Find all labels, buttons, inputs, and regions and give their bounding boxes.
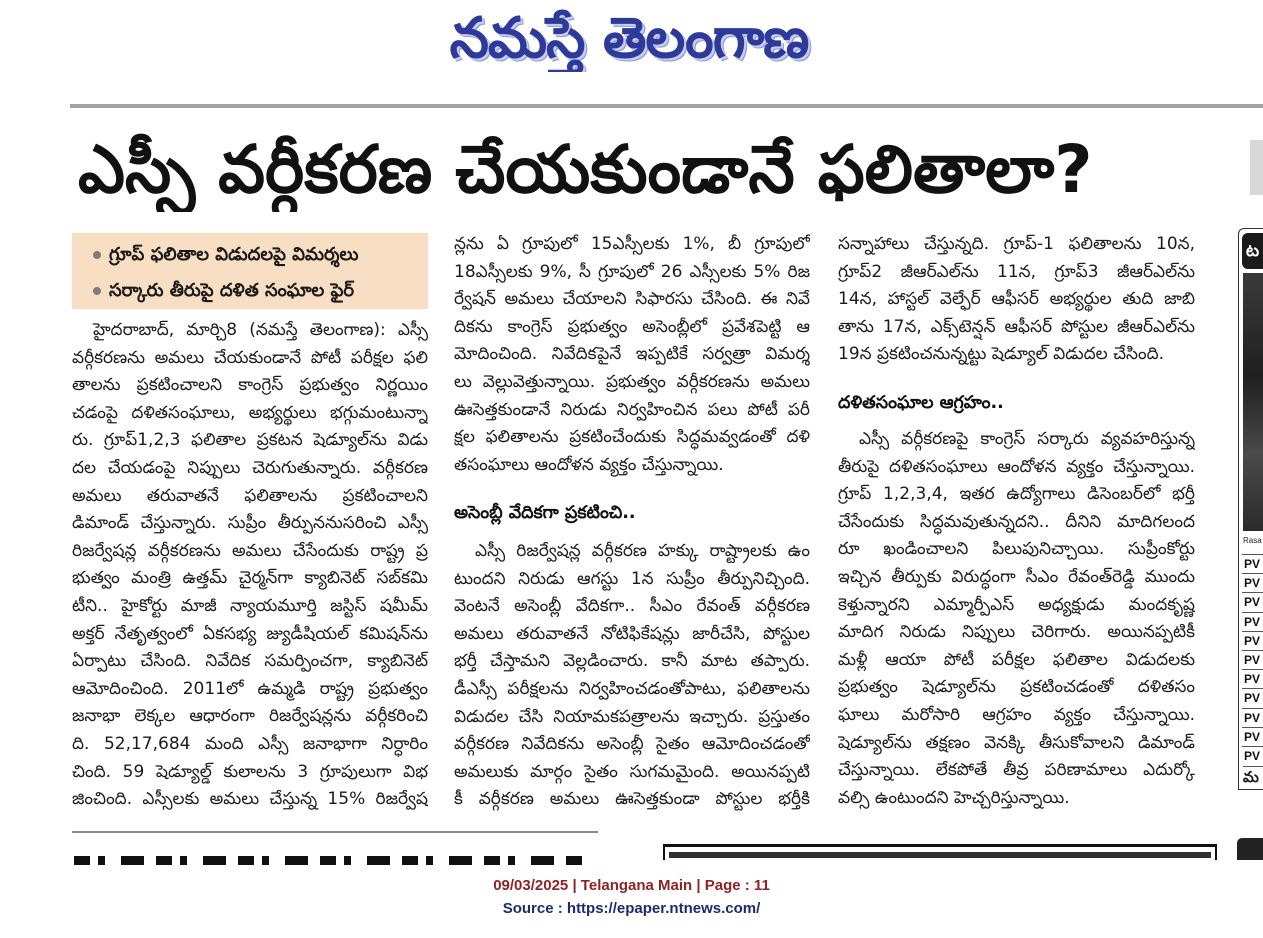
adjacent-footer-glyph: మ — [1243, 766, 1263, 787]
article-line: 19న ప్రకటించనున్నట్టు షెడ్యూల్ విడుదల చేసింది. — [838, 344, 1164, 365]
article-headline: ఎస్సీ వర్గీకరణ చేయకుండానే ఫలితాలా? — [78, 131, 1093, 208]
article-line: టీని.. హైకోర్టు మాజీ న్యాయమూర్తి జస్టిస్ షమీమ్ — [72, 595, 428, 616]
article-line: జనాభా లెక్కల ఆధారంగా రిజర్వేషన్లను వర్గీకరించి — [72, 706, 428, 727]
bullet-dot-icon — [93, 251, 101, 259]
article-line: షెడ్యూల్‌ను తక్షణం వెనక్కి తీసుకోవాలని డిమాండ్ — [838, 732, 1195, 753]
section-subheading: దళితసంఘాల ఆగ్రహం.. — [838, 393, 1004, 413]
article-line: లు వెల్లువెత్తున్నాయి. ప్రభుత్వం వర్గీకరణను అమలు — [454, 371, 810, 392]
article-line: ఊసెత్తకుండానే నిరుడు నిర్వహించిన పలు పోటీ పరీ — [454, 399, 810, 420]
article-line: గ్రూప్2 జీఆర్ఎల్‌ను 11న, గ్రూప్3 జీఆర్ఎల్‌ను — [838, 261, 1195, 282]
adjacent-list-item: PV — [1242, 727, 1263, 746]
article-line: ర్వేషన్ అమలు చేయాలని సిఫారసు చేసింది. ఈ నివే — [454, 289, 810, 310]
article-line: చేసేందుకు సిద్ధమవుతున్నదని.. దీనిని మాదిగలంద — [838, 511, 1195, 532]
article-line: తసంఘాలు ఆందోళన వ్యక్తం చేస్తున్నాయి. — [454, 454, 724, 475]
article-line: ఎస్సీ వర్గీకరణపై కాంగ్రెస్ సర్కారు వ్యవహరిస్తున్న — [859, 429, 1195, 449]
article-line: వెంటనే అసెంబ్లీ వేదికగా.. సీఎం రేవంత్ వర్గీకరణ — [454, 596, 810, 617]
article-line: మోదించింది. నివేదికపైనే ఇప్పటికే సర్వత్రా విమర్శ — [454, 344, 810, 365]
highlight-text: సర్కారు తీరుపై దళిత సంఘాల ఫైర్ — [109, 280, 355, 301]
article-line: ప్రభుత్వం షెడ్యూల్‌ను ప్రకటించడంతో దళితసం — [838, 677, 1195, 698]
article-line: చడంపై దళితసంఘాలు, అభ్యర్థులు భగ్గుమంటున్నా — [72, 402, 428, 423]
article-line: ఇచ్చిన తీర్పుకు విరుద్ధంగా సీఎం రేవంత్‌రెడ్డి ముందు — [838, 566, 1195, 587]
article-line: డీఎస్సీ పరీక్షలను నిర్వహించడంతోపాటు, ఫలితాలను — [454, 678, 810, 699]
adjacent-header-badge: ట — [1242, 233, 1263, 269]
article-column-1-paragraph — [72, 317, 428, 814]
article-line: చేస్తున్నాయి. లేకపోతే తీవ్ర పరిణామాలు ఎదుర్కో — [838, 760, 1195, 781]
column-divider-rule — [72, 831, 598, 833]
article-line: వర్గీకరణ నివేదికను అసెంబ్లీ సైతం ఆమోదించడంతో — [454, 734, 810, 755]
article-column-3-paragraph — [838, 231, 1195, 369]
edition-date-line: 09/03/2025 | Telangana Main | Page : 11 — [493, 877, 770, 894]
adjacent-bottom-badge — [1237, 838, 1263, 860]
article-line: డిమాండ్ చేస్తున్నారు. సుప్రీం తీర్పుననుసరించి ఎస్సీ — [72, 513, 428, 534]
highlight-item — [72, 237, 428, 273]
cut-off-headline-fragment — [74, 856, 584, 865]
source-line: Source : https://epaper.ntnews.com/ — [502, 900, 761, 917]
article-column-2-paragraph — [454, 538, 810, 814]
adjacent-list-item: PV — [1242, 746, 1263, 765]
article-line: తీరుపై దళితసంఘాలు ఆందోళన వ్యక్తం చేస్తున్నాయి. — [838, 456, 1195, 477]
article-line: క్షల ఫలితాలను ప్రకటించేందుకు సిద్ధమవ్వడంతో దళి — [454, 427, 810, 448]
article-line: రు. గ్రూప్1,2,3 ఫలితాల ప్రకటన షెడ్యూల్‌ను విడు — [72, 430, 428, 451]
highlight-text: గ్రూప్ ఫలితాల విడుదలపై విమర్శలు — [109, 244, 359, 265]
article-line: అక్తర్ నేతృత్వంలో ఏకసభ్య జ్యుడీషియల్ కమిషన్‌ను — [72, 623, 428, 644]
article-line: న్లను ఏ గ్రూపులో 15ఎస్సీలకు 1%, బీ గ్రూపులో — [454, 234, 810, 254]
article-line: టుందని నిరుడు ఆగస్టు 1న సుప్రీం తీర్పునిచ్చింది. — [454, 568, 810, 589]
article-line: కెళ్తున్నారని ఎమ్మార్పీఎస్ అధ్యక్షుడు మందకృష్ణ — [838, 594, 1195, 615]
article-line: ఆమోదించింది. 2011లో ఉమ్మడి రాష్ట్ర ప్రభుత్వం — [72, 678, 428, 699]
highlights-box — [72, 233, 428, 309]
article-line: అమలు తరువాతనే నోటిఫికేషన్లు జారీచేసి, పోస్టుల — [454, 623, 810, 644]
article-line: గ్రూప్ 1,2,3,4, ఇతర ఉద్యోగాలు డిసెంబర్‌లో భర్తీ — [838, 484, 1195, 505]
article-line: అమలుకు మార్గం సైతం సుగమమైంది. అయినప్పటి — [454, 761, 810, 782]
newspaper-logo: నమస్తే తెలంగాణ — [449, 6, 809, 71]
boxed-article-border — [663, 844, 1217, 860]
masthead-divider — [70, 104, 1263, 108]
adjacent-list-item: PV — [1242, 573, 1263, 592]
article-line: తాను 17న, ఎక్స్‌టెన్షన్ ఆఫీసర్ పోస్టుల జీఆర్ఎల్‌ను — [838, 316, 1195, 337]
article-line: వల్సి ఉంటుందని హెచ్చరిస్తున్నాయి. — [838, 787, 1070, 808]
article-line: హైదరాబాద్, మార్చి8 (నమస్తే తెలంగాణ): ఎస్సీ — [93, 320, 428, 340]
article-line: 14న, హాస్టల్ వెల్ఫేర్ ఆఫీసర్ అభ్యర్థుల తుది జాబి — [838, 289, 1195, 310]
article-line: ఏర్పాటు చేసింది. నివేదిక సమర్పించగా, క్యాబినెట్ — [72, 651, 428, 672]
adjacent-list-item: PV — [1242, 592, 1263, 611]
article-line: ఘాలు మరోసారి ఆగ్రహం వ్యక్తం చేస్తున్నాయి. — [838, 704, 1195, 725]
article-line: తాలను ప్రకటించాలని కాంగ్రెస్ ప్రభుత్వం నిర్ణయిం — [72, 375, 428, 396]
article-line: రిజర్వేషన్ల వర్గీకరణను అమలు చేసేందుకు రాష్ట్ర ప్ర — [72, 540, 428, 561]
bullet-dot-icon — [93, 287, 101, 295]
adjacent-list-item: PV — [1242, 688, 1263, 707]
article-line: సన్నాహాలు చేస్తున్నది. గ్రూప్-1 ఫలితాలను 10న, — [838, 234, 1195, 254]
adjacent-photo — [1243, 273, 1263, 531]
article-line: కీ వర్గీకరణ అమలు ఊసెత్తకుండా పోస్టుల భర్తీకి — [454, 789, 810, 810]
article-line: వర్గీకరణను అమలు చేయకుండానే పోటీ పరీక్షల ఫలి — [72, 347, 428, 368]
adjacent-list-item: PV — [1242, 708, 1263, 727]
highlight-item — [72, 273, 428, 309]
article-line: 18ఎస్సీలకు 9%, సీ గ్రూపులో 26 ఎస్సీలకు 5% రిజ — [454, 261, 810, 282]
article-column-2-paragraph — [454, 231, 810, 479]
adjacent-list — [1242, 554, 1263, 765]
article-line: దికను కాంగ్రెస్ ప్రభుత్వం అసెంబ్లీలో ప్రవేశపెట్టి ఆ — [454, 316, 810, 337]
article-line: భుత్వం మంత్రి ఉత్తమ్ చైర్మన్‌గా క్యాబినెట్ సబ్‌కమి — [72, 568, 428, 589]
adjacent-gray-block — [1250, 140, 1263, 195]
article-line: అమలు తరువాతనే ఫలితాలను ప్రకటించాలని — [72, 485, 428, 506]
adjacent-list-item: PV — [1242, 612, 1263, 631]
article-line: ఎస్సీ రిజర్వేషన్ల వర్గీకరణ హక్కు రాష్ట్రాలకు ఉం — [475, 541, 810, 561]
adjacent-photo-caption: Rasa — [1243, 536, 1262, 545]
article-line: చింది. 59 షెడ్యూల్డ్ కులాలను 3 గ్రూపులుగా విభ — [72, 761, 428, 782]
adjacent-list-item: PV — [1242, 631, 1263, 650]
article-line: భర్తీ చేస్తామని వెల్లడించారు. కానీ మాట తప్పారు. — [454, 651, 810, 672]
article-line: దల చేయడంపై నిప్పులు చెరుగుతున్నారు. వర్గీకరణ — [72, 457, 428, 478]
article-line: జించింది. ఎస్సీలకు అమలు చేస్తున్న 15% రిజర్వేష — [72, 789, 428, 810]
article-line: ది. 52,17,684 మంది ఎస్సీ జనాభాగా నిర్ధారిం — [72, 733, 428, 754]
adjacent-list-item: PV — [1242, 650, 1263, 669]
adjacent-column-fragment — [1238, 228, 1263, 790]
adjacent-list-item: PV — [1242, 554, 1263, 573]
boxed-article-title-bar — [669, 852, 1211, 858]
section-subheading: అసెంబ్లీ వేదికగా ప్రకటించి.. — [454, 503, 636, 523]
article-line: మాదిగ నిరుడు నిప్పులు చెరిగారు. అయినప్పటికీ — [838, 622, 1195, 643]
article-column-3-paragraph — [838, 426, 1195, 812]
article-line: రూ ఖండించాలని పిలుపునిచ్చాయి. సుప్రీంకోర్టు — [838, 539, 1195, 560]
article-line: మళ్లీ ఆయా పోటీ పరీక్షల ఫలితాల విడుదలకు — [838, 649, 1195, 670]
article-line: విడుదల చేసి నియామకపత్రాలను ఇచ్చారు. ప్రస్తుతం — [454, 706, 810, 727]
adjacent-list-item: PV — [1242, 669, 1263, 688]
